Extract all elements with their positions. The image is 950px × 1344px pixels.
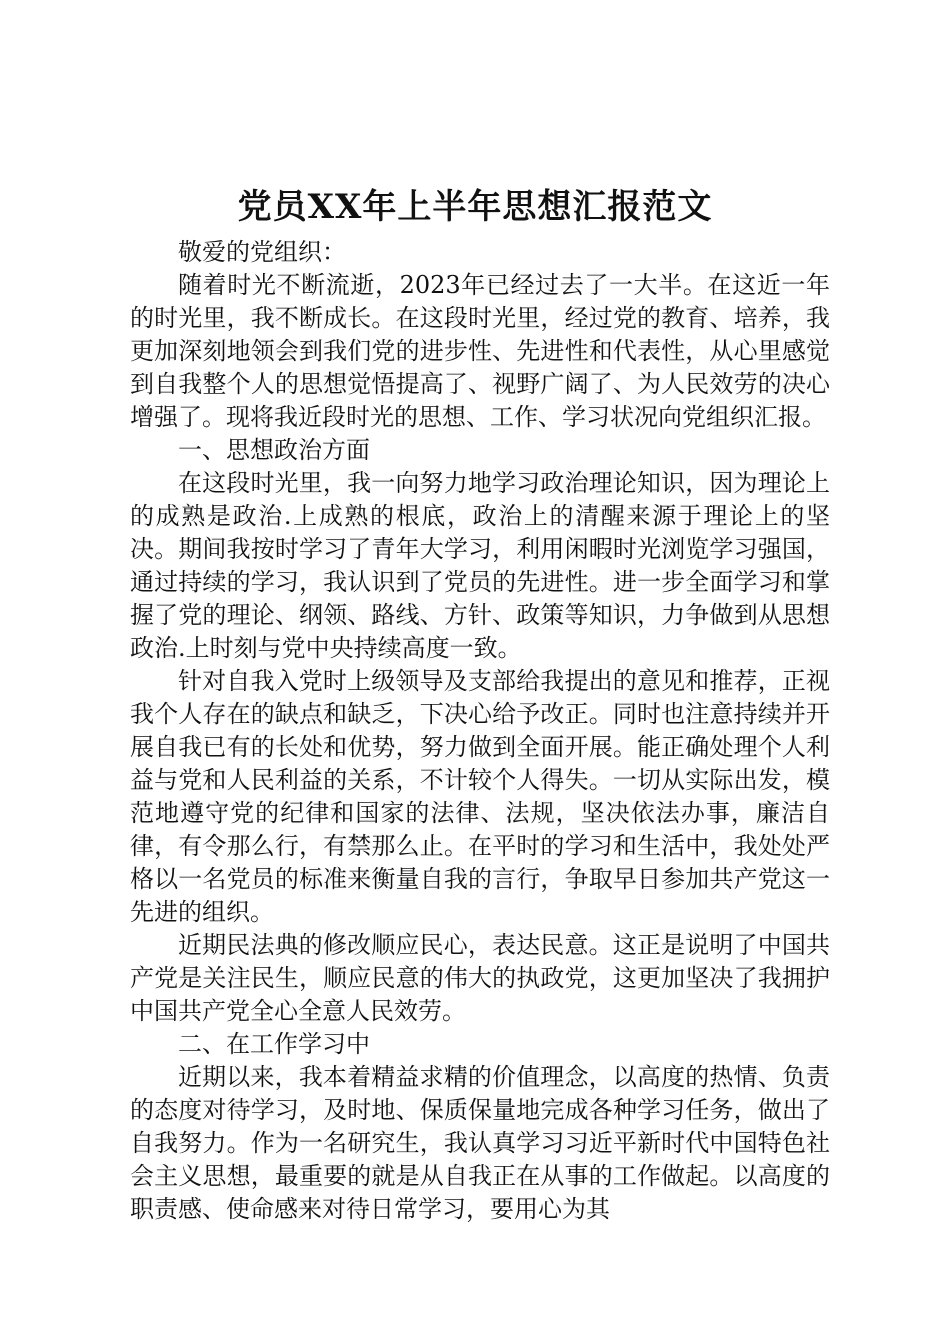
paragraph-work-study: 近期以来，我本着精益求精的价值理念，以高度的热情、负责的态度对待学习，及时地、保质保量地完成各种学习任务，做出了自我努力。作为一名研究生，我认真学习习近平新时代中国特色社会主义思想，最重要的就是从自我正在从事的工作做起。以高度的职责感、使命感来对待日常学习，要用心为其	[130, 1063, 830, 1223]
paragraph-political-study: 在这段时光里，我一向努力地学习政治理论知识，因为理论上的成熟是政治.上成熟的根底，政治上的清醒来源于理论上的坚决。期间我按时学习了青年大学习，利用闲暇时光浏览学习强国，通过持续的学习，我认识到了党员的先进性。进一步全面学习和掌握了党的理论、纲领、路线、方针、政策等知识，力争做到从思想政治.上时刻与党中央持续高度一致。	[130, 469, 830, 662]
section-heading-work-study: 二、在工作学习中	[178, 1030, 370, 1058]
section-heading-political: 一、思想政治方面	[178, 436, 370, 464]
paragraph-intro: 随着时光不断流逝，2023年已经过去了一大半。在这近一年的时光里，我不断成长。在这段时光里，经过党的教育、培养，我更加深刻地领会到我们党的进步性、先进性和代表性，从心里感觉到自我整个人的思想觉悟提高了、视野广阔了、为人民效劳的决心增强了。现将我近段时光的思想、工作、学习状况向党组织汇报。	[130, 271, 830, 431]
document-body	[130, 236, 830, 1226]
salutation: 敬爱的党组织：	[178, 238, 346, 266]
document-title: 党员XX年上半年思想汇报范文	[237, 187, 713, 227]
paragraph-civil-code: 近期民法典的修改顺应民心，表达民意。这正是说明了中国共产党是关注民生，顺应民意的伟大的执政党，这更加坚决了我拥护中国共产党全心全意人民效劳。	[130, 931, 830, 1025]
paragraph-self-improvement: 针对自我入党时上级领导及支部给我提出的意见和推荐，正视我个人存在的缺点和缺乏，下决心给予改正。同时也注意持续并开展自我已有的长处和优势，努力做到全面开展。能正确处理个人利益与党和人民利益的关系，不计较个人得失。一切从实际出发，模范地遵守党的纪律和国家的法律、法规，坚决依法办事，廉洁自律，有令那么行，有禁那么止。在平时的学习和生活中，我处处严格以一名党员的标准来衡量自我的言行，争取早日参加共产党这一先进的组织。	[130, 667, 830, 926]
